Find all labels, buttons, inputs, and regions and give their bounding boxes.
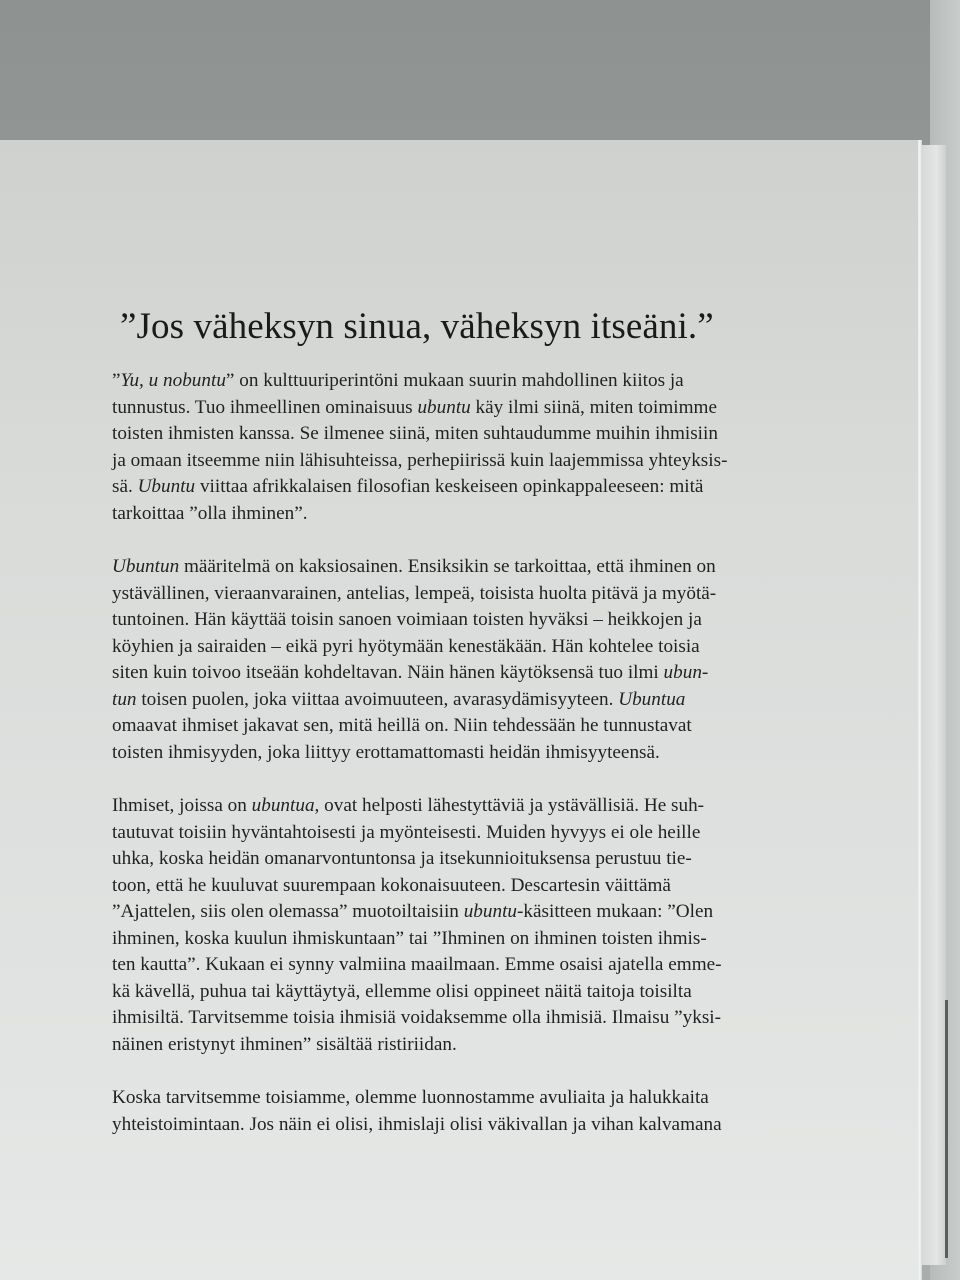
text-line (112, 952, 818, 979)
body-paragraphs (112, 368, 818, 1138)
text-line (112, 713, 818, 740)
text-segment: tarkoittaa ”olla ihminen”. (112, 502, 308, 524)
text-segment: toisten ihmisyyden, joka liittyy erottamattomasti heidän ihmisyyteensä. (112, 741, 660, 763)
italic-term: ubuntu (417, 396, 471, 418)
text-line (112, 1032, 818, 1059)
text-segment: ”Ajattelen, siis olen olemassa” muotoiltaisiin (112, 901, 464, 922)
text-line (112, 421, 818, 448)
paragraph (112, 554, 818, 766)
text-segment: näinen eristynyt ihminen” sisältää ristiriidan. (112, 1033, 457, 1055)
text-segment: tunnustus. Tuo ihmeellinen ominaisuus (112, 396, 418, 418)
italic-term: ubuntua (251, 795, 315, 816)
text-line (112, 820, 818, 847)
text-segment: toisen puolen, joka viittaa avoimuuteen, avarasydämisyyteen. (136, 688, 619, 710)
text-line (112, 846, 818, 873)
text-segment: Ihmiset, joissa on (112, 795, 252, 816)
text-segment: ihminen, koska kuulun ihmiskuntaan” tai ”Ihminen on ihminen toisten ihmis- (112, 927, 707, 949)
text-line (112, 926, 818, 953)
text-segment: sä. (112, 476, 138, 497)
text-line (112, 979, 818, 1006)
text-segment: omaavat ihmiset jakavat sen, mitä heillä on. Niin tehdessään he tunnustavat (112, 715, 692, 736)
text-line (112, 368, 818, 395)
text-segment: viittaa afrikkalaisen filosofian keskeiseen opinkappaleeseen: mitä (195, 476, 704, 497)
text-line (112, 740, 818, 767)
text-segment: määritelmä on kaksiosainen. Ensiksikin se tarkoittaa, että ihminen on (179, 556, 716, 577)
text-line (112, 448, 818, 475)
text-segment: köyhien ja sairaiden – eikä pyri hyötymään kenestäkään. Hän kohtelee toisia (112, 635, 700, 657)
page-stack-edge (922, 145, 946, 1265)
text-segment: ihmisiltä. Tarvitsemme toisia ihmisiä voidaksemme olla ihmisiä. Ilmaisu ”yksi- (112, 1007, 722, 1028)
italic-term: ubuntu (463, 901, 518, 922)
text-segment: ystävällinen, vieraanvarainen, antelias, lempeä, toisista huolta pitävä ja myötä- (112, 582, 717, 604)
text-segment: käy ilmi siinä, miten toimimme (470, 396, 717, 418)
text-segment: ” (112, 370, 121, 391)
text-line (112, 1112, 818, 1139)
text-line (112, 687, 818, 714)
text-line (112, 395, 818, 422)
text-segment: -käsitteen mukaan: ”Olen (517, 901, 714, 922)
text-segment: yhteistoimintaan. Jos näin ei olisi, ihmislaji olisi väkivallan ja vihan kalvamana (112, 1113, 722, 1135)
text-line (112, 660, 818, 687)
text-line (112, 793, 818, 820)
text-segment: tuntoinen. Hän käyttää toisin sanoen voimiaan toisten hyväksi – heikkojen ja (112, 609, 702, 630)
text-line (112, 634, 818, 661)
text-segment: ten kautta”. Kukaan ei synny valmiina maailmaan. Emme osaisi ajatella emme- (112, 954, 722, 975)
text-line (112, 554, 818, 581)
italic-term: Ubuntua (618, 688, 686, 710)
text-line (112, 899, 818, 926)
italic-term: tun (112, 688, 137, 710)
text-line (112, 1005, 818, 1032)
text-line (112, 501, 818, 528)
paragraph (112, 793, 818, 1058)
text-segment: ja omaan itseemme niin lähisuhteissa, perhepiirissä kuin laajemmissa yhteyksis- (112, 449, 728, 471)
page-text-block (112, 300, 818, 1165)
text-line (112, 581, 818, 608)
text-segment: , ovat helposti lähestyttäviä ja ystävällisiä. He suh- (314, 795, 705, 816)
text-segment: uhka, koska heidän omanarvontuntonsa ja itsekunnioituksensa perustuu tie- (112, 848, 692, 869)
cover-edge (945, 1000, 948, 1258)
paragraph (112, 368, 818, 527)
italic-term: Yu, u nobuntu (120, 370, 226, 391)
text-segment: kä kävellä, puhua tai käyttäytyä, ellemme olisi oppineet näitä taitoja toisilta (112, 980, 692, 1002)
italic-term: ubun- (663, 662, 709, 683)
text-segment: siten kuin toivoo itseään kohdeltavan. Näin hänen käytöksensä tuo ilmi (112, 662, 664, 683)
paragraph (112, 1085, 818, 1138)
text-segment: tautuvat toisiin hyväntahtoisesti ja myönteisesti. Muiden hyvyys ei ole heille (112, 821, 701, 843)
italic-term: Ubuntun (112, 556, 180, 577)
text-line (112, 474, 818, 501)
text-segment: Koska tarvitsemme toisiamme, olemme luonnostamme avuliaita ja halukkaita (112, 1087, 709, 1108)
page-edge (918, 140, 922, 1280)
text-line (112, 873, 818, 900)
text-segment: ” on kulttuuriperintöni mukaan suurin mahdollinen kiitos ja (225, 370, 684, 391)
text-segment: toon, että he kuuluvat suurempaan kokonaisuuteen. Descartesin väittämä (112, 874, 671, 896)
italic-term: Ubuntu (137, 476, 196, 497)
chapter-title: ”Jos väheksyn sinua, väheksyn itseäni.” (120, 306, 714, 347)
text-line (112, 1085, 818, 1112)
text-segment: toisten ihmisten kanssa. Se ilmenee siinä, miten suhtaudumme muihin ihmisiin (112, 423, 718, 444)
text-line (112, 607, 818, 634)
